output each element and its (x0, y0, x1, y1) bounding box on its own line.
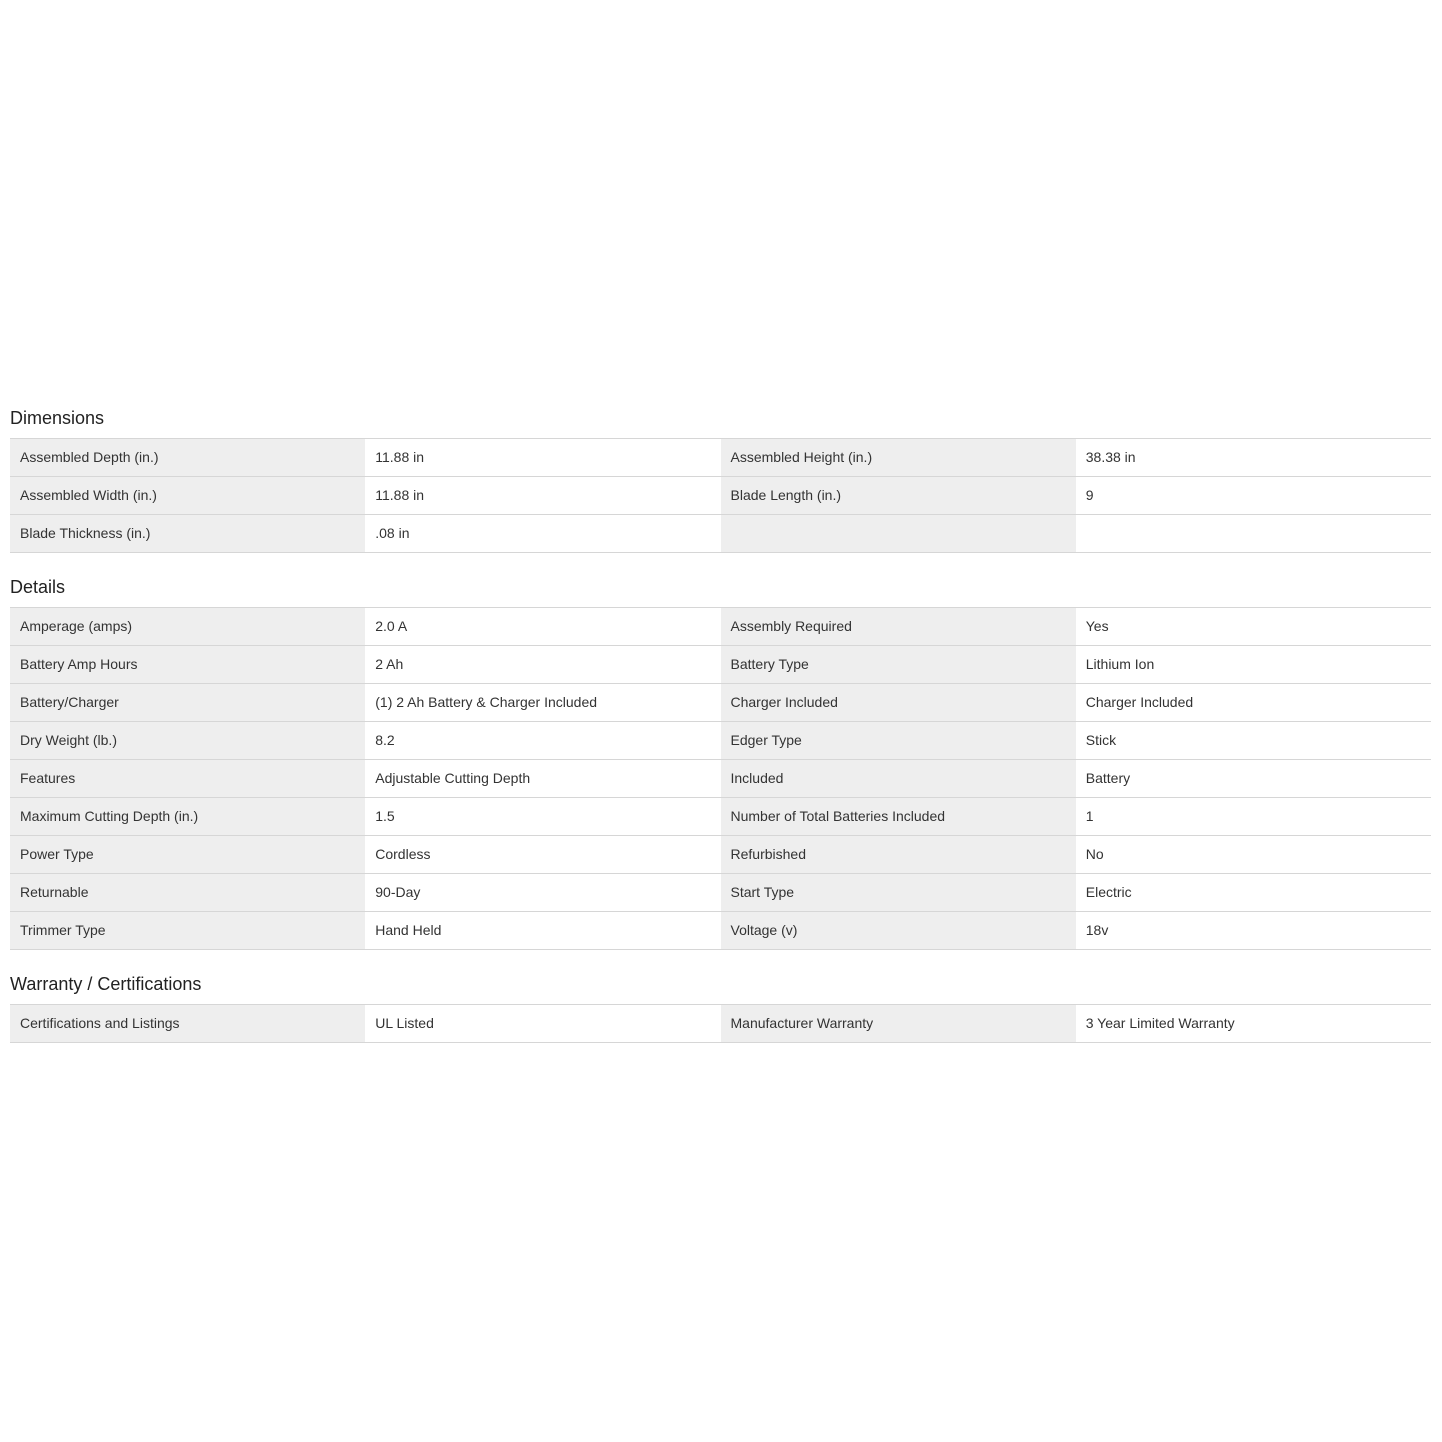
spec-label: Trimmer Type (10, 912, 365, 949)
section-title: Warranty / Certifications (10, 974, 202, 994)
table-row (10, 874, 1431, 912)
spec-value: Battery (1076, 760, 1431, 797)
spec-value: No (1076, 836, 1431, 873)
spec-label: Blade Thickness (in.) (10, 515, 365, 552)
spec-value: Charger Included (1076, 684, 1431, 721)
spec-label: Edger Type (721, 722, 1076, 759)
spec-label: Returnable (10, 874, 365, 911)
spec-label: Dry Weight (lb.) (10, 722, 365, 759)
spec-value: 11.88 in (365, 477, 720, 514)
table-row (10, 684, 1431, 722)
spec-value: Hand Held (365, 912, 720, 949)
spec-value: 1.5 (365, 798, 720, 835)
spec-value: (1) 2 Ah Battery & Charger Included (365, 684, 720, 721)
spec-table (10, 607, 1431, 950)
table-row (10, 1005, 1431, 1043)
spec-label (721, 515, 1076, 552)
spec-value (1076, 515, 1431, 552)
spec-label: Battery/Charger (10, 684, 365, 721)
table-row (10, 477, 1431, 515)
table-row (10, 836, 1431, 874)
spec-value: 90-Day (365, 874, 720, 911)
spec-label: Assembled Depth (in.) (10, 439, 365, 476)
section-title: Dimensions (10, 408, 105, 428)
table-row (10, 798, 1431, 836)
spec-value: 18v (1076, 912, 1431, 949)
specifications-panel (10, 398, 1431, 1043)
spec-value: Yes (1076, 608, 1431, 645)
spec-value: 9 (1076, 477, 1431, 514)
spec-value: Lithium Ion (1076, 646, 1431, 683)
spec-label: Power Type (10, 836, 365, 873)
spec-value: 11.88 in (365, 439, 720, 476)
table-row (10, 722, 1431, 760)
spec-label: Assembled Height (in.) (721, 439, 1076, 476)
spec-value: Adjustable Cutting Depth (365, 760, 720, 797)
spec-label: Assembled Width (in.) (10, 477, 365, 514)
spec-label: Included (721, 760, 1076, 797)
spec-label: Certifications and Listings (10, 1005, 365, 1042)
spec-label: Battery Type (721, 646, 1076, 683)
spec-value: 8.2 (365, 722, 720, 759)
spec-label: Features (10, 760, 365, 797)
spec-value: 38.38 in (1076, 439, 1431, 476)
spec-table (10, 438, 1431, 553)
spec-value: Cordless (365, 836, 720, 873)
table-row (10, 912, 1431, 950)
spec-value: 2 Ah (365, 646, 720, 683)
table-row (10, 760, 1431, 798)
table-row (10, 608, 1431, 646)
spec-label: Assembly Required (721, 608, 1076, 645)
spec-value: 2.0 A (365, 608, 720, 645)
spec-value: 1 (1076, 798, 1431, 835)
spec-label: Number of Total Batteries Included (721, 798, 1076, 835)
section-warranty-certifications (10, 964, 1431, 1043)
section-details (10, 567, 1431, 950)
spec-label: Charger Included (721, 684, 1076, 721)
spec-label: Amperage (amps) (10, 608, 365, 645)
spec-value: .08 in (365, 515, 720, 552)
table-row (10, 646, 1431, 684)
table-row (10, 439, 1431, 477)
section-title: Details (10, 577, 66, 597)
spec-label: Voltage (v) (721, 912, 1076, 949)
spec-value: Stick (1076, 722, 1431, 759)
spec-value: Electric (1076, 874, 1431, 911)
spec-label: Blade Length (in.) (721, 477, 1076, 514)
spec-label: Refurbished (721, 836, 1076, 873)
spec-label: Maximum Cutting Depth (in.) (10, 798, 365, 835)
spec-value: 3 Year Limited Warranty (1076, 1005, 1431, 1042)
table-row (10, 515, 1431, 553)
spec-label: Start Type (721, 874, 1076, 911)
spec-label: Manufacturer Warranty (721, 1005, 1076, 1042)
spec-label: Battery Amp Hours (10, 646, 365, 683)
spec-value: UL Listed (365, 1005, 720, 1042)
section-dimensions (10, 398, 1431, 553)
spec-table (10, 1004, 1431, 1043)
